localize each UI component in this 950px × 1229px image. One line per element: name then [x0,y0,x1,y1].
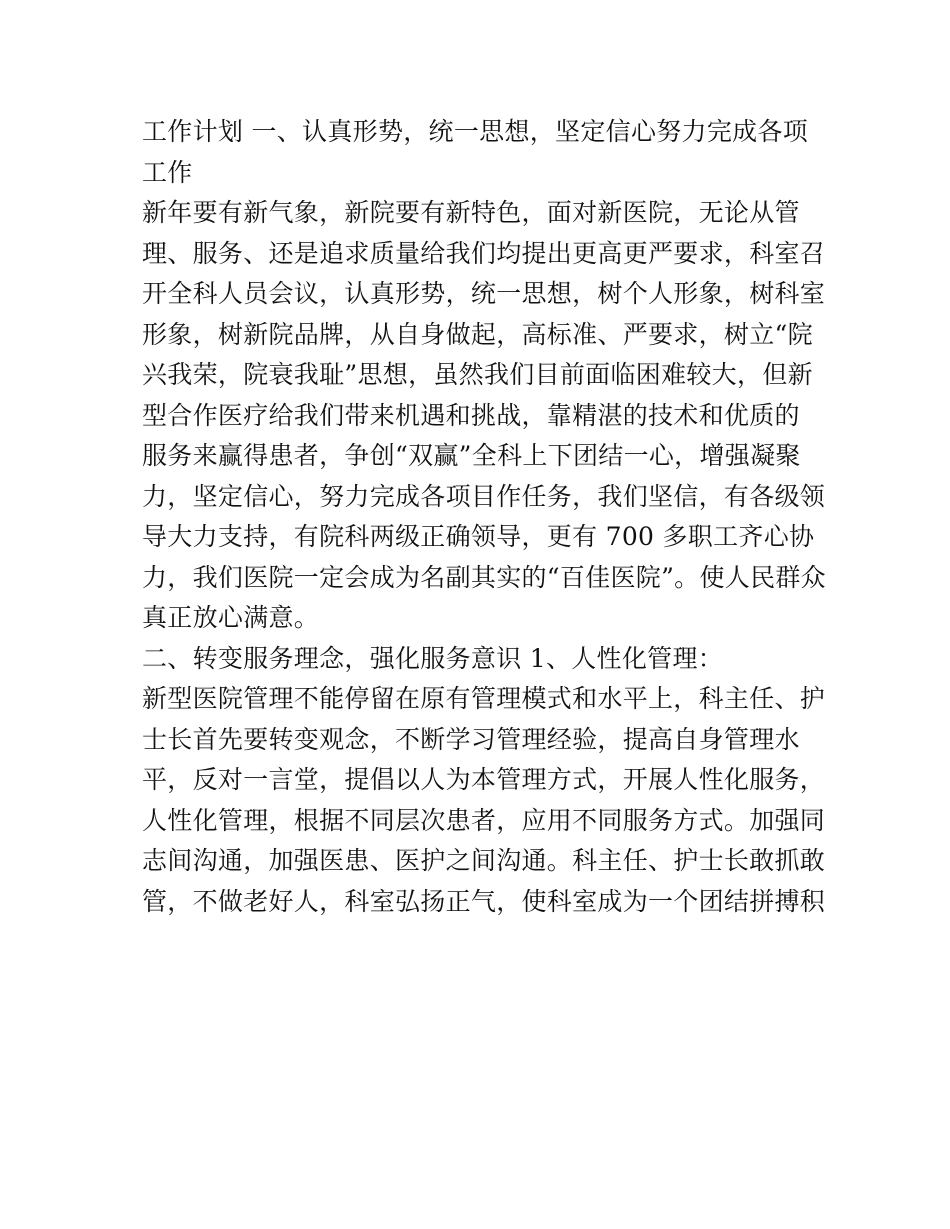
document-body [142,112,826,922]
text-line: 服务来赢得患者，争创“双赢”全科上下团结一心，增强凝聚 [142,441,801,470]
text-line: 型合作医疗给我们带来机遇和挑战，靠精湛的技术和优质的 [142,400,800,430]
section-heading: 二、转变服务理念，强化服务意识 1、人性化管理： [142,643,724,673]
text-line: 兴我荣，院衰我耻”思想，虽然我们目前面临困难较大，但新 [142,360,813,389]
text-line: 力，坚定信心，努力完成各项目作任务，我们坚信，有各级领 [142,481,826,511]
text-line: 士长首先要转变观念，不断学习管理经验，提高自身管理水 [142,724,800,754]
text-line: 开全科人员会议，认真形势，统一思想，树个人形象，树科室 [142,279,826,308]
text-line: 平，反对一言堂，提倡以人为本管理方式，开展人性化服务， [142,765,826,794]
text-line: 新型医院管理不能停留在原有管理模式和水平上，科主任、护 [142,684,826,713]
text-line: 理、服务、还是追求质量给我们均提出更高更严要求，科室召 [142,238,826,268]
text-line: 工作计划 一、认真形势，统一思想，坚定信心努力完成各项 [142,117,809,146]
text-line: 管，不做老好人，科室弘扬正气，使科室成为一个团结拼搏积 [142,886,826,916]
text-line: 人性化管理，根据不同层次患者，应用不同服务方式。加强同 [142,805,826,835]
text-line: 新年要有新气象，新院要有新特色，面对新医院，无论从管 [142,198,800,227]
text-line: 工作 [142,157,193,187]
text-line: 志间沟通，加强医患、医护之间沟通。科主任、护士长敢抓敢 [142,846,826,875]
text-line: 力，我们医院一定会成为名副其实的“百佳医院”。使人民群众 [142,562,826,592]
text-line: 导大力支持，有院科两级正确领导，更有 700 多职工齐心协 [142,522,815,551]
text-line: 真正放心满意。 [142,603,320,632]
text-line: 形象，树新院品牌，从自身做起，高标准、严要求，树立“院 [142,319,813,349]
